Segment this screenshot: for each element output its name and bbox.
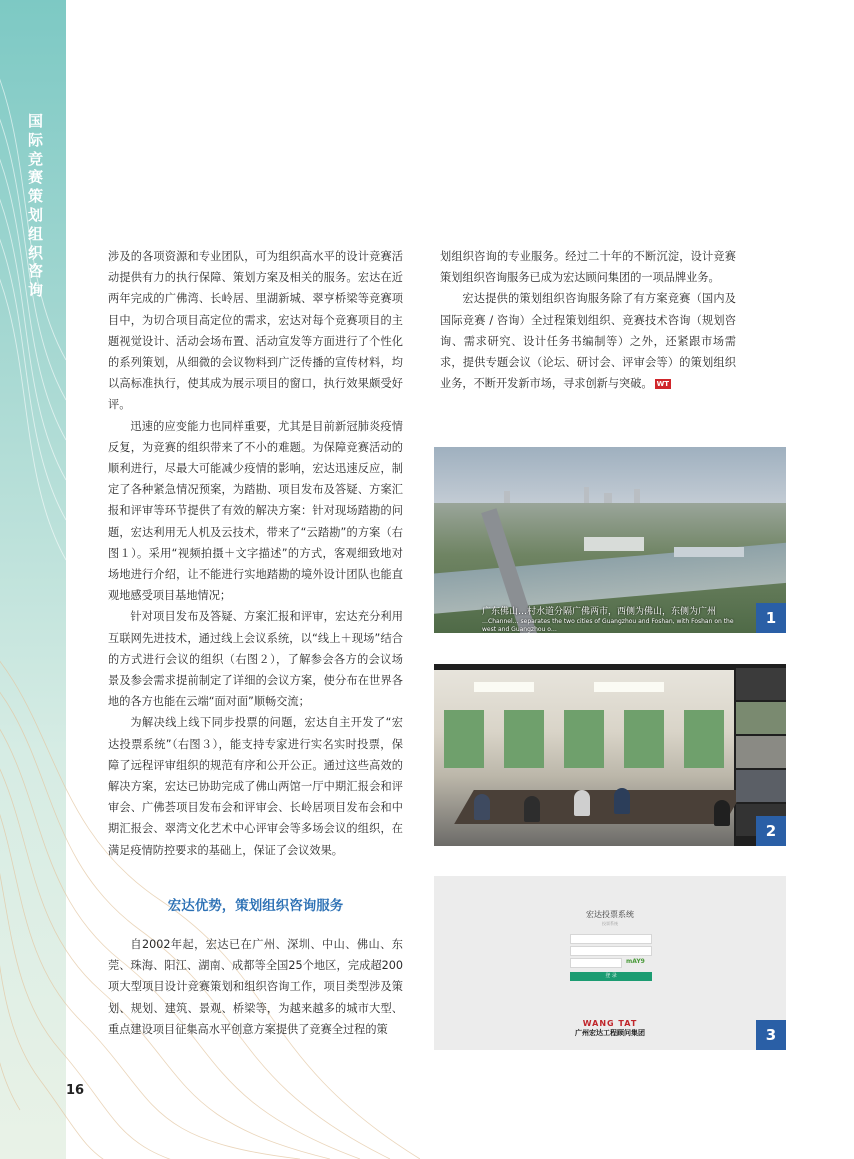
sidebar-title: 国际竞赛策划组织咨询: [28, 112, 44, 300]
login-button: 登 录: [570, 972, 652, 981]
figure-3-voting-system-screenshot: [434, 876, 786, 1050]
section-text-column: [108, 934, 403, 1040]
captcha-code: mAY9: [626, 958, 645, 965]
paragraph-brand-service: 划组织咨询的专业服务。经过二十年的不断沉淀，设计竞赛策划组织咨询服务已成为宏达顾问集团的一项品牌业务。: [440, 250, 736, 285]
page-number: 16: [66, 1083, 85, 1098]
figure-1-number: 1: [756, 603, 786, 633]
captcha-field: [570, 958, 622, 968]
left-text-column: [108, 246, 403, 861]
paragraph-service-scope: 宏达提供的策划组织咨询服务除了有方案竞赛（国内及国际竞赛 / 咨询）全过程策划组织、竞赛技术咨询（规划咨询、需求研究、设计任务书编制等）之外，还紧跟市场需求，提供专题会议（论坛、研讨会、评审会等）的策划组织业务，不断开发新市场，寻求创新与突破。 WT: [440, 292, 736, 391]
password-field: [570, 946, 652, 956]
paragraph-voting-system: 为解决线上线下同步投票的问题，宏达自主开发了“宏达投票系统”（右图３），能支持专家进行实名实时投票，保障了远程评审组织的规范有序和公开公正。通过这些高效的解决方案，宏达已协助完成了佛山两馆一厅中期汇报会和评审会、广佛荟项目发布会和评审会、长岭居项目发布会和中期汇报会、翠湾文化艺术中心评审会等多场会议的组织，在满足疫情防控要求的基础上，保证了会议效果。: [108, 716, 403, 857]
paragraph-online-meetings: 针对项目发布及答疑、方案汇报和评审，宏达充分利用互联网先进技术，通过线上会议系统，以“线上＋现场”结合的方式进行会议的组织（右图２），了解参会各方的会议场景及参会需求提前制定了详细的会议方案，使分布在世界各地的各方也能在云端“面对面”顺畅交流；: [108, 610, 403, 709]
voting-system-title: 宏达投票系统: [586, 910, 634, 919]
figure-3-number: 3: [756, 1020, 786, 1050]
figure-2-meeting-photo: [434, 664, 786, 846]
wt-end-badge: WT: [656, 380, 670, 389]
right-text-column: [440, 246, 736, 394]
username-field: [570, 934, 652, 944]
paragraph-since-2002: 自2002年起，宏达已在广州、深圳、中山、佛山、东莞、珠海、阳江、湖南、成都等全国25个地区，完成超200项大型项目设计竞赛策划和组织咨询工作，项目类型涉及策划、规划、建筑、景观、桥梁等，为越来越多的城市大型、重点建设项目征集高水平创意方案提供了竞赛全过程的策: [108, 938, 403, 1036]
paragraph-adaptability: 迅速的应变能力也同样重要，尤其是目前新冠肺炎疫情反复，为竞赛的组织带来了不小的难题。为保障竞赛活动的顺利进行，尽最大可能减少疫情的影响，宏达迅速反应，制定了各种紧急情况预案，为踏勘、项目发布及答疑、方案汇报和评审等环节提供了有效的解决方案：针对现场踏勘的问题，宏达利用无人机及云技术，带来了“云踏勘”的方案（右图１）。采用“视频拍摄＋文字描述”的方式，客观细致地对场地进行介绍，让不能进行实地踏勘的境外设计团队也能直观地感受项目基地情况；: [108, 419, 403, 603]
section-heading: 宏达优势，策划组织咨询服务: [167, 898, 344, 914]
wangtat-logo-cn: 广州宏达工程顾问集团: [575, 1029, 645, 1037]
wangtat-logo-en: WANG TAT: [582, 1019, 638, 1028]
figure-1-caption: 广东佛山…村水道分隔广佛两市，西侧为佛山，东侧为广州 …Channel… separates the two cities of Guangzhou and Foshan, with Foshan on the west and Guangzhou o…: [482, 607, 734, 633]
figure-2-number: 2: [756, 816, 786, 846]
paragraph-resources: 涉及的各项资源和专业团队，可为组织高水平的设计竞赛活动提供有力的执行保障、策划方案及相关的服务。宏达在近两年完成的广佛湾、长岭居、里湖新城、翠亨桥梁等竞赛项目中，为切合项目高定位的需求，宏达对每个竞赛项目的主题视觉设计、活动会场布置、活动宣发等方面进行了个性化的系列策划，从细微的会议物料到广泛传播的宣传材料，均以高标准执行，使其成为展示项目的窗口，执行效果颇受好评。: [108, 250, 403, 412]
figure-1-aerial-photo: [434, 447, 786, 633]
voting-system-subtitle: 投票系统: [602, 921, 618, 926]
